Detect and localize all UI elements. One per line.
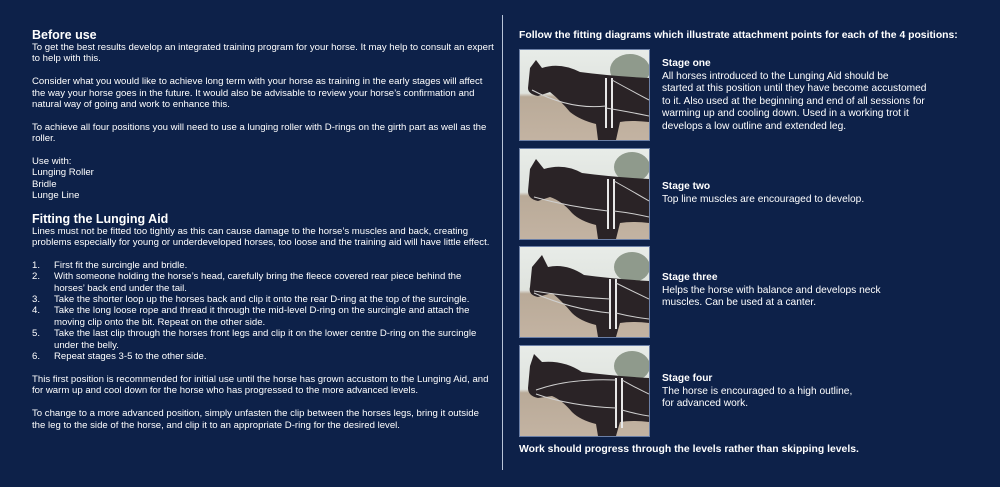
stage-description-line: All horses introduced to the Lunging Aid should be	[662, 70, 889, 82]
step-text: Take the last clip through the horses front legs and clip it on the lower centre D-ring on the surcingle under the belly.	[54, 328, 477, 351]
step-number: 5.	[32, 328, 41, 340]
fitting-step	[32, 328, 494, 351]
stage-description-line: Top line muscles are encouraged to develop.	[662, 193, 865, 205]
column-divider	[502, 15, 503, 470]
stage-title: Stage two	[662, 181, 711, 192]
step-text: First fit the surcingle and bridle.	[54, 259, 188, 271]
horse-stage-one-photo	[519, 49, 650, 141]
fitting-step	[32, 260, 494, 271]
stage-one-text	[662, 58, 926, 133]
stage-three-text	[662, 272, 881, 310]
horse-stage-three-photo	[519, 246, 650, 338]
stage-two	[519, 148, 989, 238]
step-number: 4.	[32, 305, 41, 317]
step-number: 6.	[32, 351, 41, 363]
stage-description-line: started at this position until they have become accustomed	[662, 83, 927, 94]
before-use-paragraph: To get the best results develop an integrated training program for your horse. It may help to consult an expert to help with this.	[32, 42, 494, 65]
stage-four	[519, 345, 989, 435]
before-use-paragraph: To achieve all four positions you will need to use a lunging roller with D-rings on the girth part as well as the roller.	[32, 121, 487, 145]
step-text: Repeat stages 3-5 to the other side.	[54, 351, 207, 363]
fitting-step	[32, 271, 494, 294]
horse-stage-four-photo	[519, 345, 650, 437]
fitting-steps-list	[32, 260, 494, 363]
stage-description-line: Helps the horse with balance and develops neck	[662, 284, 881, 296]
stage-description-line: for advanced work.	[662, 398, 749, 409]
stage-title: Stage four	[662, 373, 713, 384]
closing-paragraph: This first position is recommended for initial use until the horse has grown accustom to the Lunging Aid, and for warm up and cool down for the horse who has progressed to the more advanced levels.	[32, 373, 489, 397]
stage-description-line: develops a low outline and extended leg.	[662, 120, 847, 132]
use-with-list	[32, 156, 494, 202]
use-with-item: Lunging Roller	[32, 167, 94, 179]
right-column	[519, 29, 989, 455]
stage-description-line: warming up and cooling down. Used in a working trot it	[662, 108, 909, 119]
stage-description-line: The horse is encouraged to a high outline,	[662, 385, 853, 397]
progression-note: Work should progress through the levels rather than skipping levels.	[519, 444, 859, 455]
stage-description-line: muscles. Can be used at a canter.	[662, 297, 817, 308]
use-with-label: Use with:	[32, 156, 72, 168]
stage-one	[519, 49, 989, 139]
fitting-step	[32, 294, 494, 305]
closing-paragraph: To change to a more advanced position, simply unfasten the clip between the horses legs, bring it outside the leg to the side of the horse, and clip it to an appropriate D-ring for the desired level.	[32, 408, 479, 431]
stage-title: Stage three	[662, 272, 718, 283]
use-with-item: Lunge Line	[32, 190, 80, 202]
step-text: Take the long loose rope and thread it through the mid-level D-ring on the surcingle and attach the moving clip onto the bit. Repeat on the other side.	[54, 305, 470, 328]
left-column	[32, 29, 494, 442]
use-with-item: Bridle	[32, 178, 57, 190]
fitting-step	[32, 305, 494, 328]
step-number: 2.	[32, 271, 41, 283]
diagrams-intro: Follow the fitting diagrams which illustrate attachment points for each of the 4 positions:	[519, 30, 958, 41]
fitting-heading: Fitting the Lunging Aid	[32, 211, 169, 226]
stage-four-text	[662, 373, 852, 411]
stage-description-line: to it. Also used at the beginning and end of all sessions for	[662, 95, 925, 107]
fitting-intro: Lines must not be fitted too tightly as this can cause damage to the horse’s muscles and back, creating problems especially for young or underdeveloped horses, too loose and the training aid will have little effect.	[32, 225, 490, 249]
step-text: Take the shorter loop up the horses back and clip it onto the rear D-ring at the top of the surcingle.	[54, 294, 470, 306]
horse-stage-two-photo	[519, 148, 650, 240]
before-use-paragraph: Consider what you would like to achieve long term with your horse as training in the early stages will affect the way your horse goes in the future. It would also be advisable to review your horse’s confirmation and natural way of going and work to enhance this.	[32, 76, 483, 111]
stage-three	[519, 246, 989, 336]
step-number: 1.	[32, 259, 41, 271]
before-use-heading: Before use	[32, 28, 97, 42]
step-number: 3.	[32, 294, 41, 306]
stage-title: Stage one	[662, 58, 711, 69]
step-text: With someone holding the horse’s head, carefully bring the fleece covered rear piece behind the horses’ back end under the tail.	[54, 271, 462, 294]
fitting-step	[32, 351, 494, 362]
stage-two-text	[662, 181, 864, 206]
